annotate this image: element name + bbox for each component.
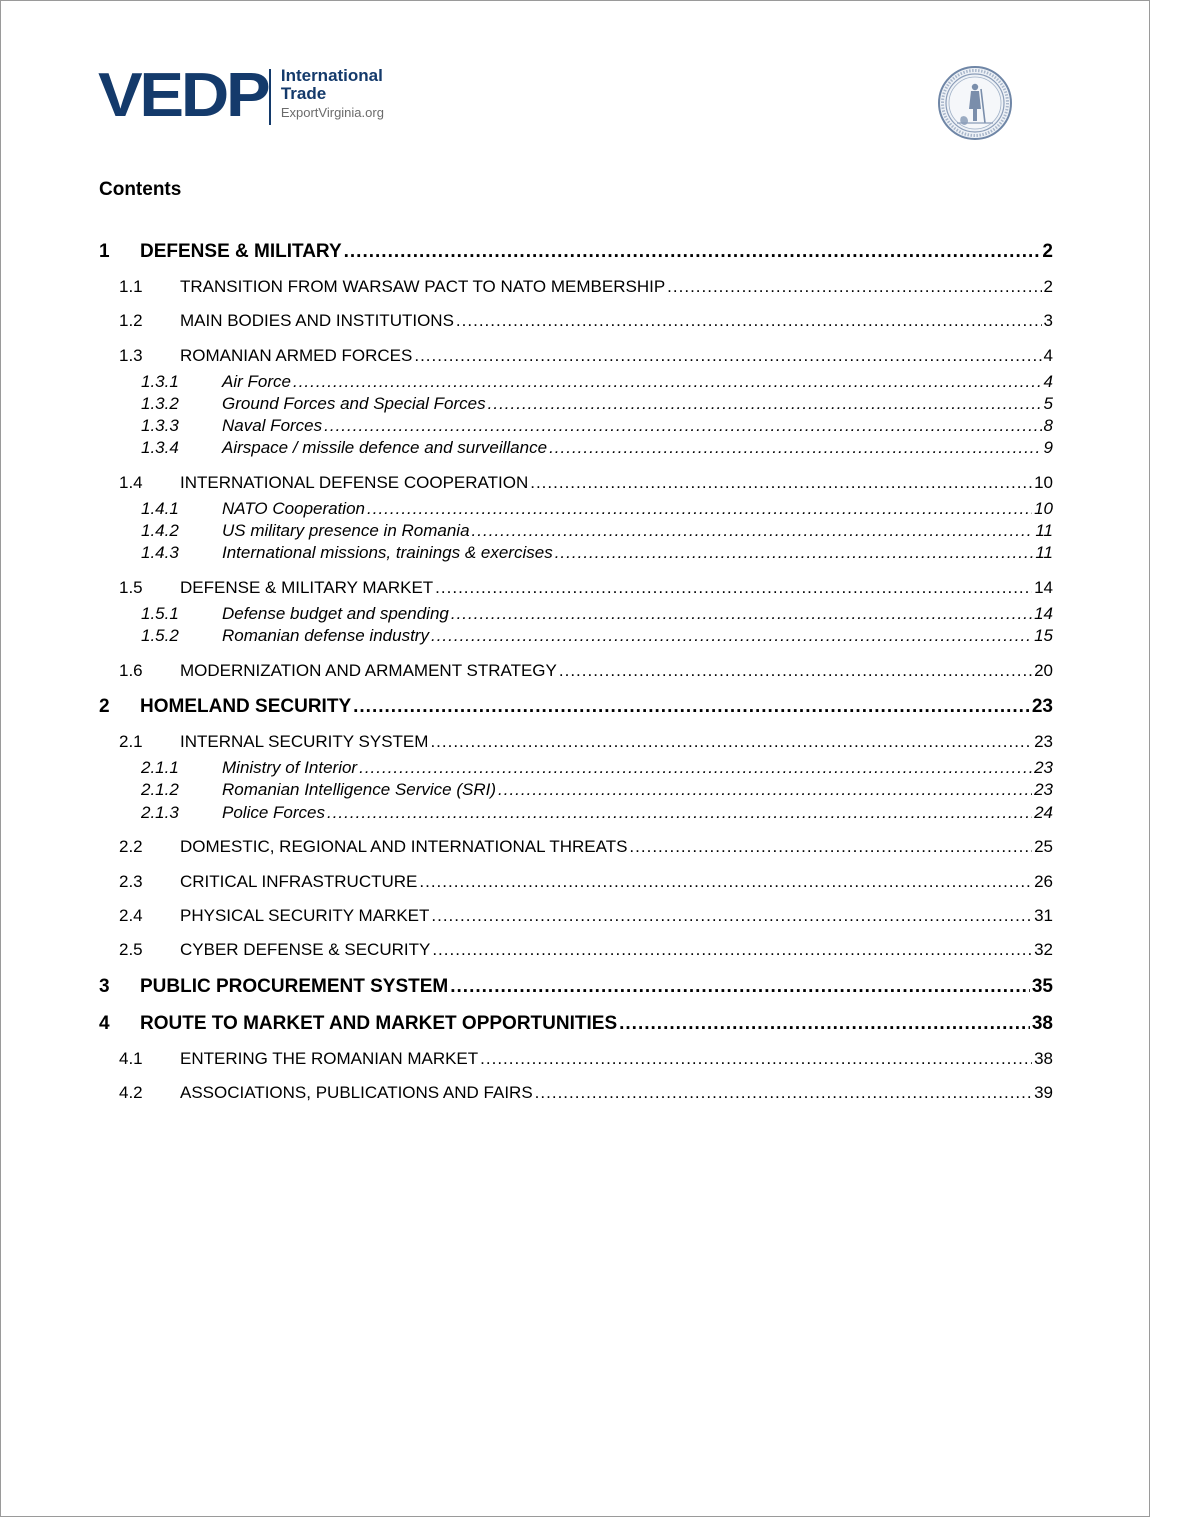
toc-entry-title: INTERNATIONAL DEFENSE COOPERATION <box>180 473 529 492</box>
toc-entry-page-number: 39 <box>1034 1083 1053 1102</box>
toc-dot-leader <box>549 438 1041 458</box>
toc-dot-leader <box>472 521 1034 541</box>
toc-entry-number: 1.3.2 <box>141 394 179 413</box>
toc-entry-page-number: 10 <box>1034 499 1053 518</box>
toc-entry-title: PUBLIC PROCUREMENT SYSTEM <box>140 976 449 997</box>
toc-entry-title: Defense budget and spending <box>222 604 449 623</box>
toc-entry-number: 2.5 <box>119 940 143 959</box>
toc-entry-level3[interactable] <box>141 521 1053 541</box>
toc-entry-page-number: 11 <box>1035 521 1053 540</box>
toc-entry-title: MAIN BODIES AND INSTITUTIONS <box>180 311 454 330</box>
toc-entry-number: 1.5 <box>119 578 143 597</box>
toc-dot-leader <box>535 1083 1032 1103</box>
toc-entry-title: MODERNIZATION AND ARMAMENT STRATEGY <box>180 661 557 680</box>
toc-entry-level3[interactable] <box>141 626 1053 646</box>
toc-entry-number: 1.3.4 <box>141 438 179 457</box>
toc-entry-number: 4.1 <box>119 1049 143 1068</box>
toc-entry-level2[interactable] <box>119 311 1053 331</box>
toc-entry-number: 2.1.1 <box>141 758 179 777</box>
toc-entry-level2[interactable] <box>119 1049 1053 1069</box>
toc-entry-level1[interactable] <box>99 241 1053 263</box>
toc-entry-number: 2.1.2 <box>141 780 179 799</box>
toc-entry-title: ROUTE TO MARKET AND MARKET OPPORTUNITIES <box>140 1013 618 1034</box>
toc-dot-leader <box>419 872 1032 892</box>
toc-entry-title: HOMELAND SECURITY <box>140 696 352 717</box>
toc-entry-title: PHYSICAL SECURITY MARKET <box>180 906 430 925</box>
toc-entry-number: 1.6 <box>119 661 143 680</box>
toc-entry-number: 4.2 <box>119 1083 143 1102</box>
toc-entry-title: ASSOCIATIONS, PUBLICATIONS AND FAIRS <box>180 1083 533 1102</box>
toc-entry-page-number: 38 <box>1034 1049 1053 1068</box>
logo-divider <box>269 69 271 125</box>
toc-entry-level3[interactable] <box>141 438 1053 458</box>
toc-entry-level3[interactable] <box>141 394 1053 414</box>
toc-entry-title: Ground Forces and Special Forces <box>222 394 486 413</box>
toc-entry-title: ROMANIAN ARMED FORCES <box>180 346 413 365</box>
vedp-logo <box>98 61 384 131</box>
toc-entry-level2[interactable] <box>119 940 1053 960</box>
toc-entry-title: ENTERING THE ROMANIAN MARKET <box>180 1049 479 1068</box>
toc-entry-number: 1.2 <box>119 311 143 330</box>
toc-entry-title: INTERNAL SECURITY SYSTEM <box>180 732 429 751</box>
toc-entry-title: Police Forces <box>222 803 325 822</box>
toc-entry-number: 1 <box>99 241 110 262</box>
toc-dot-leader <box>530 473 1032 493</box>
toc-entry-title: DOMESTIC, REGIONAL AND INTERNATIONAL THREATS <box>180 837 628 856</box>
toc-dot-leader <box>344 241 1041 263</box>
toc-entry-title: DEFENSE & MILITARY MARKET <box>180 578 434 597</box>
toc-entry-level1[interactable] <box>99 1013 1053 1035</box>
toc-entry-page-number: 8 <box>1043 416 1053 435</box>
toc-entry-level3[interactable] <box>141 372 1053 392</box>
logo-line-trade: Trade <box>280 84 327 103</box>
toc-entry-level3[interactable] <box>141 416 1053 436</box>
toc-entry-number: 2.4 <box>119 906 143 925</box>
toc-entry-page-number: 25 <box>1034 837 1053 856</box>
toc-entry-page-number: 35 <box>1031 976 1053 997</box>
toc-entry-number: 1.1 <box>119 277 143 296</box>
toc-entry-page-number: 26 <box>1034 872 1053 891</box>
toc-dot-leader <box>619 1013 1030 1035</box>
toc-dot-leader <box>324 416 1041 436</box>
toc-entry-page-number: 3 <box>1043 311 1053 330</box>
toc-entry-page-number: 15 <box>1034 626 1053 645</box>
toc-entry-number: 1.5.1 <box>141 604 179 623</box>
toc-entry-page-number: 24 <box>1034 803 1053 822</box>
toc-entry-number: 1.4.3 <box>141 543 179 562</box>
toc-dot-leader <box>559 661 1032 681</box>
toc-entry-number: 3 <box>99 976 110 997</box>
toc-dot-leader <box>667 277 1041 297</box>
toc-entry-number: 2.1 <box>119 732 143 751</box>
toc-entry-number: 2.2 <box>119 837 143 856</box>
toc-entry-page-number: 10 <box>1034 473 1053 492</box>
toc-entry-number: 2.3 <box>119 872 143 891</box>
toc-entry-number: 1.4 <box>119 473 143 492</box>
toc-entry-level3[interactable] <box>141 543 1053 563</box>
toc-entry-title: TRANSITION FROM WARSAW PACT TO NATO MEMBERSHIP <box>180 277 666 296</box>
toc-entry-page-number: 14 <box>1034 578 1053 597</box>
toc-entry-level2[interactable] <box>119 277 1053 297</box>
toc-entry-page-number: 2 <box>1043 277 1053 296</box>
toc-entry-title: US military presence in Romania <box>222 521 470 540</box>
toc-entry-level2[interactable] <box>119 906 1053 926</box>
toc-dot-leader <box>327 803 1032 823</box>
toc-entry-level2[interactable] <box>119 473 1053 493</box>
toc-entry-number: 2.1.3 <box>141 803 179 822</box>
toc-dot-leader <box>555 543 1034 563</box>
toc-entry-title: Ministry of Interior <box>222 758 358 777</box>
toc-entry-page-number: 5 <box>1043 394 1053 413</box>
toc-entry-level1[interactable] <box>99 976 1053 998</box>
toc-dot-leader <box>451 604 1032 624</box>
toc-entry-page-number: 31 <box>1034 906 1053 925</box>
toc-dot-leader <box>456 311 1042 331</box>
toc-entry-level2[interactable] <box>119 732 1053 752</box>
toc-entry-page-number: 23 <box>1034 732 1053 751</box>
logo-line-international: International <box>280 66 383 85</box>
toc-dot-leader <box>414 346 1041 366</box>
toc-entry-level2[interactable] <box>119 872 1053 892</box>
toc-entry-page-number: 14 <box>1034 604 1053 623</box>
toc-dot-leader <box>431 906 1032 926</box>
toc-entry-number: 1.5.2 <box>141 626 179 645</box>
toc-entry-title: Airspace / missile defence and surveillance <box>222 438 548 457</box>
toc-entry-title: CYBER DEFENSE & SECURITY <box>180 940 431 959</box>
logo-line-website: ExportVirginia.org <box>280 105 384 120</box>
toc-entry-page-number: 23 <box>1034 780 1053 799</box>
toc-entry-title: NATO Cooperation <box>222 499 365 518</box>
toc-dot-leader <box>432 940 1032 960</box>
toc-entry-level1[interactable] <box>99 696 1053 718</box>
toc-entry-number: 2 <box>99 696 110 717</box>
toc-entry-page-number: 11 <box>1035 543 1053 562</box>
toc-dot-leader <box>450 976 1030 998</box>
toc-dot-leader <box>430 732 1032 752</box>
toc-entry-page-number: 4 <box>1043 372 1053 391</box>
toc-dot-leader <box>498 780 1032 800</box>
toc-dot-leader <box>293 372 1042 392</box>
toc-entry-page-number: 38 <box>1031 1013 1053 1034</box>
logo-tagline <box>281 67 384 122</box>
toc-entry-title: Romanian Intelligence Service (SRI) <box>222 780 497 799</box>
toc-entry-level2[interactable] <box>119 661 1053 681</box>
toc-entry-number: 1.3.1 <box>141 372 179 391</box>
toc-entry-page-number: 4 <box>1043 346 1053 365</box>
toc-entry-level2[interactable] <box>119 578 1053 598</box>
toc-dot-leader <box>488 394 1042 414</box>
virginia-state-seal-icon <box>937 65 1013 141</box>
toc-entry-title: DEFENSE & MILITARY <box>140 241 342 262</box>
toc-entry-level2[interactable] <box>119 1083 1053 1103</box>
toc-entry-title: CRITICAL INFRASTRUCTURE <box>180 872 418 891</box>
toc-entry-title: Romanian defense industry <box>222 626 429 645</box>
toc-entry-page-number: 23 <box>1034 758 1053 777</box>
toc-entry-level3[interactable] <box>141 499 1053 519</box>
toc-entry-title: Naval Forces <box>222 416 323 435</box>
toc-entry-title: International missions, trainings & exercises <box>222 543 553 562</box>
toc-entry-page-number: 20 <box>1034 661 1053 680</box>
toc-entry-number: 1.3 <box>119 346 143 365</box>
toc-entry-page-number: 9 <box>1043 438 1053 457</box>
toc-dot-leader <box>629 837 1032 857</box>
toc-dot-leader <box>367 499 1032 519</box>
toc-dot-leader <box>359 758 1032 778</box>
toc-entry-number: 1.4.1 <box>141 499 179 518</box>
toc-dot-leader <box>431 626 1032 646</box>
toc-entry-level3[interactable] <box>141 758 1053 778</box>
toc-entry-level3[interactable] <box>141 780 1053 800</box>
toc-dot-leader <box>435 578 1032 598</box>
toc-entry-title: Air Force <box>222 372 291 391</box>
toc-entry-page-number: 32 <box>1034 940 1053 959</box>
toc-entry-level3[interactable] <box>141 604 1053 624</box>
logo-wordmark: VEDP <box>98 61 268 130</box>
toc-dot-leader <box>353 696 1030 718</box>
toc-entry-page-number: 23 <box>1031 696 1053 717</box>
toc-entry-level2[interactable] <box>119 837 1053 857</box>
toc-dot-leader <box>480 1049 1032 1069</box>
toc-entry-number: 1.4.2 <box>141 521 179 540</box>
toc-entry-page-number: 2 <box>1042 241 1053 262</box>
toc-entry-number: 4 <box>99 1013 110 1034</box>
toc-entry-level2[interactable] <box>119 346 1053 366</box>
toc-entry-level3[interactable] <box>141 803 1053 823</box>
toc-entry-number: 1.3.3 <box>141 416 179 435</box>
contents-heading: Contents <box>99 179 182 200</box>
